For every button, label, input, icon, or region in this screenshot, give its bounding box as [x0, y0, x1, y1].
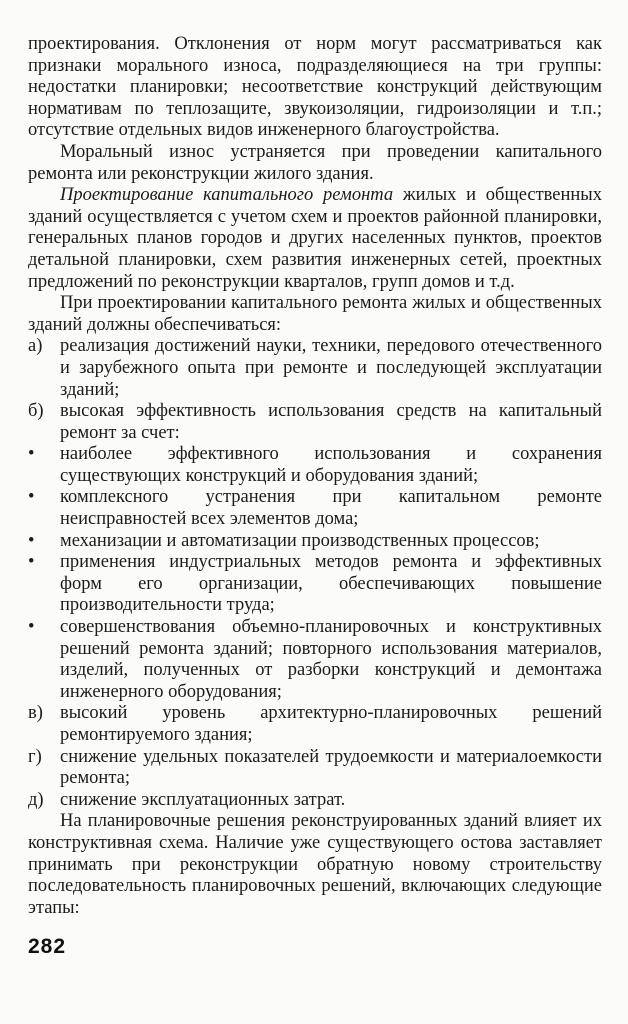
list-marker: д): [28, 789, 44, 810]
list-item-b: [28, 401, 602, 444]
list-item-a: [28, 336, 602, 401]
bullet-marker: •: [28, 444, 35, 465]
list-item-text: снижение эксплуатационных затрат.: [60, 789, 346, 810]
list-item-text: применения индустриальных методов ремонта и эффективных форм его организации, обеспечивающих повышение производительности труда;: [60, 552, 602, 616]
list-marker: а): [28, 336, 43, 357]
bullet-item: [28, 617, 602, 703]
list-marker: г): [28, 746, 42, 767]
list-item-text: механизации и автоматизации производственных процессов;: [60, 530, 540, 551]
paragraph-moral-wear: Моральный износ устраняется при проведении капитального ремонта или реконструкции жилого здания.: [28, 141, 602, 184]
paragraph-closing: На планировочные решения реконструированных зданий влияет их конструктивная схема. Наличие уже существующего остова заставляет принимать при реконструкции обратную новому строительству последовательность планировочных решений, включающих следующие этапы:: [28, 811, 602, 918]
list-item-text: реализация достижений науки, техники, передового отечественного и зарубежного опыта при ремонте и последующей эксплуатации зданий;: [60, 336, 602, 400]
list-item-g: [28, 747, 602, 790]
list-item-v: [28, 703, 602, 746]
list-item-text: снижение удельных показателей трудоемкости и материалоемкости ремонта;: [60, 746, 602, 789]
list-item-text: комплексного устранения при капитальном ремонте неисправностей всех элементов дома;: [60, 487, 602, 530]
list-item-text: наиболее эффективного использования и сохранения существующих конструкций и оборудования зданий;: [60, 444, 602, 486]
list-marker: в): [28, 703, 43, 724]
page-number: 282: [28, 935, 67, 959]
list-item-text: высокая эффективность использования средств на капитальный ремонт за счет:: [60, 401, 602, 443]
paragraph-design-rest: жилых и общественных зданий осуществляется с учетом схем и проектов районной планировки, генеральных планов городов и других населенных пунктов, проектов детальной планировки, схем развития инженерных сетей, проектных предложений по реконструкции кварталов, групп домов и т.д.: [28, 185, 602, 292]
list-item-d: [28, 790, 602, 812]
bullet-marker: •: [28, 552, 35, 573]
bullet-marker: •: [28, 487, 35, 508]
bullet-item: [28, 487, 602, 530]
list-marker: б): [28, 401, 44, 422]
bullet-marker: •: [28, 617, 35, 638]
bullet-item: [28, 552, 602, 617]
bullet-marker: •: [28, 530, 35, 551]
page-body: [28, 34, 602, 919]
paragraph-continuation: проектирования. Отклонения от норм могут рассматриваться как признаки морального износа, подразделяющиеся на три группы: недостатки планировки; несоответствие конструкций действующим нормативам по теплозащите, звукоизоляции, гидроизоляции и т.п.; отсутствие отдельных видов инженерного благоустройства.: [28, 34, 602, 141]
paragraph-list-intro: При проектировании капитального ремонта жилых и общественных зданий должны обеспечиваться:: [28, 293, 602, 335]
list-item-text: высокий уровень архитектурно-планировочных решений ремонтируемого здания;: [60, 703, 602, 745]
bullet-item: [28, 531, 602, 553]
list-item-text: совершенствования объемно-планировочных и конструктивных решений ремонта зданий; повторного использования материалов, изделий, полученных от разборки конструкций и демонтажа инженерного оборудования;: [60, 617, 602, 702]
bullet-item: [28, 444, 602, 487]
page-footer: [28, 935, 602, 959]
paragraph-design-term: [28, 185, 602, 293]
italic-term: Проектирование капитального ремонта: [60, 185, 394, 206]
